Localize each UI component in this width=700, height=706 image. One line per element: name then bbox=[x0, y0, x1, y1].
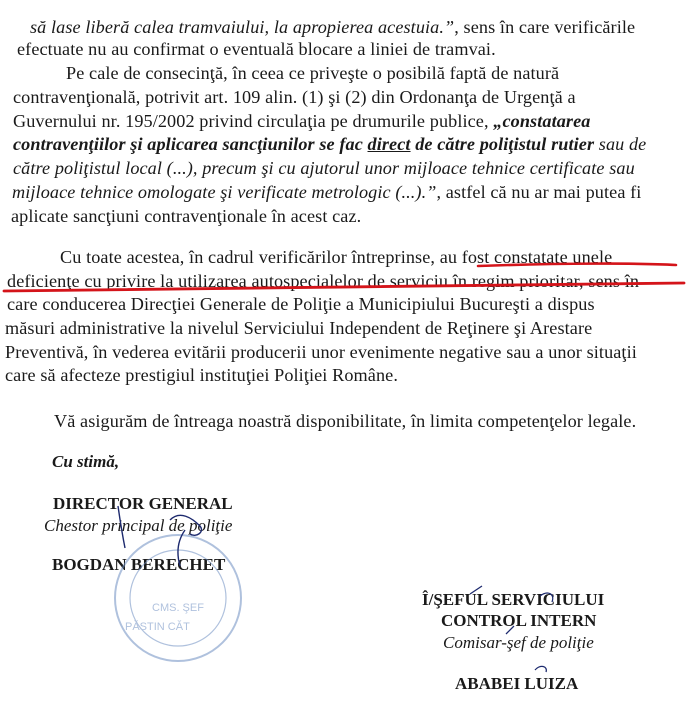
body-line-5-segment-2: „constatarea bbox=[493, 111, 591, 131]
body-line-5-segment-1: Guvernului nr. 195/2002 privind circulaţia pe drumurile publice, bbox=[13, 111, 494, 131]
body-line-16 bbox=[54, 410, 700, 432]
body-line-5 bbox=[13, 110, 700, 132]
right-signature-title-1: Î/ŞEFUL SERVICIULUI bbox=[422, 590, 605, 609]
stamp-outer-ring bbox=[115, 535, 241, 661]
left-signature-name: BOGDAN BERECHET bbox=[52, 555, 226, 574]
body-line-8 bbox=[12, 181, 700, 203]
body-line-4-segment-1: contravenţională, potrivit art. 109 alin. (1) şi (2) din Ordonanţa de Urgenţă a bbox=[13, 87, 576, 107]
right-signature-name: ABABEI LUIZA bbox=[455, 674, 579, 693]
body-line-11 bbox=[7, 270, 700, 292]
closing-salutation: Cu stimă, bbox=[52, 452, 120, 471]
body-line-8-segment-1: mijloace tehnice omologate şi verificate metrologic (...).” bbox=[12, 182, 437, 202]
body-line-2 bbox=[17, 38, 700, 60]
body-line-6-segment-2: direct bbox=[367, 134, 411, 154]
stamp-text-line-2: PĂSTIN CĂT bbox=[125, 621, 190, 633]
body-line-1-segment-1: să lase liberă calea tramvaiului, la apropierea acestuia.” bbox=[30, 17, 455, 37]
body-line-6-segment-1: contravenţiilor şi aplicarea sancţiunilor se fac bbox=[13, 134, 368, 154]
body-line-10 bbox=[60, 246, 700, 268]
body-line-7-segment-1: către poliţistul local (...), precum şi cu ajutorul unor mijloace tehnice certificate sau bbox=[13, 158, 635, 178]
stamp-text-line-1: CMS. ŞEF bbox=[152, 602, 204, 614]
body-line-4 bbox=[13, 86, 700, 108]
body-line-15-segment-1: care să afecteze prestigiul instituţiei Poliţiei Române. bbox=[5, 365, 398, 385]
body-line-14-segment-1: Preventivă, în vederea evitării producerii unor evenimente negative sau a unor situaţii bbox=[5, 342, 637, 362]
body-line-3 bbox=[66, 62, 700, 84]
body-line-7 bbox=[13, 157, 700, 179]
body-line-15 bbox=[5, 364, 700, 386]
official-stamp bbox=[115, 535, 241, 661]
body-line-3-segment-1: Pe cale de consecinţă, în ceea ce priveşte o posibilă faptă de natură bbox=[66, 63, 560, 83]
left-signature-rank: Chestor principal de poliţie bbox=[44, 516, 233, 535]
left-signature-title: DIRECTOR GENERAL bbox=[53, 494, 233, 513]
body-line-14 bbox=[5, 341, 700, 363]
body-line-12 bbox=[7, 293, 700, 315]
body-line-9-segment-1: aplicate sancţiuni contravenţionale în acest caz. bbox=[11, 206, 362, 226]
body-line-13 bbox=[5, 317, 700, 339]
right-signature-rank: Comisar-şef de poliţie bbox=[443, 633, 594, 652]
body-line-8-segment-2: , astfel că nu ar mai putea fi bbox=[436, 182, 642, 202]
body-line-1 bbox=[30, 16, 700, 38]
body-line-2-segment-1: efectuate nu au confirmat o eventuală blocare a liniei de tramvai. bbox=[17, 39, 496, 59]
right-signature-title-2: CONTROL INTERN bbox=[441, 611, 597, 630]
body-line-1-segment-2: , sens în care verificările bbox=[454, 17, 636, 37]
body-line-6-segment-4: sau de bbox=[594, 134, 647, 154]
body-line-6 bbox=[13, 133, 700, 155]
body-line-16-segment-1: Vă asigurăm de întreaga noastră disponibilitate, în limita competenţelor legale. bbox=[54, 411, 637, 431]
body-line-11-segment-1: deficienţe cu privire la utilizarea autospecialelor de serviciu în regim prioritar, sens în bbox=[7, 271, 640, 291]
body-line-6-segment-3: de către poliţistul rutier bbox=[410, 134, 595, 154]
body-line-9 bbox=[11, 205, 700, 227]
body-line-10-segment-1: Cu toate acestea, în cadrul verificărilor întreprinse, au fost constatate unele bbox=[60, 247, 613, 267]
body-line-13-segment-1: măsuri administrative la nivelul Serviciului Independent de Reţinere şi Arestare bbox=[5, 318, 593, 338]
body-line-12-segment-1: care conducerea Direcţiei Generale de Poliţie a Municipiului Bucureşti a dispus bbox=[7, 294, 595, 314]
